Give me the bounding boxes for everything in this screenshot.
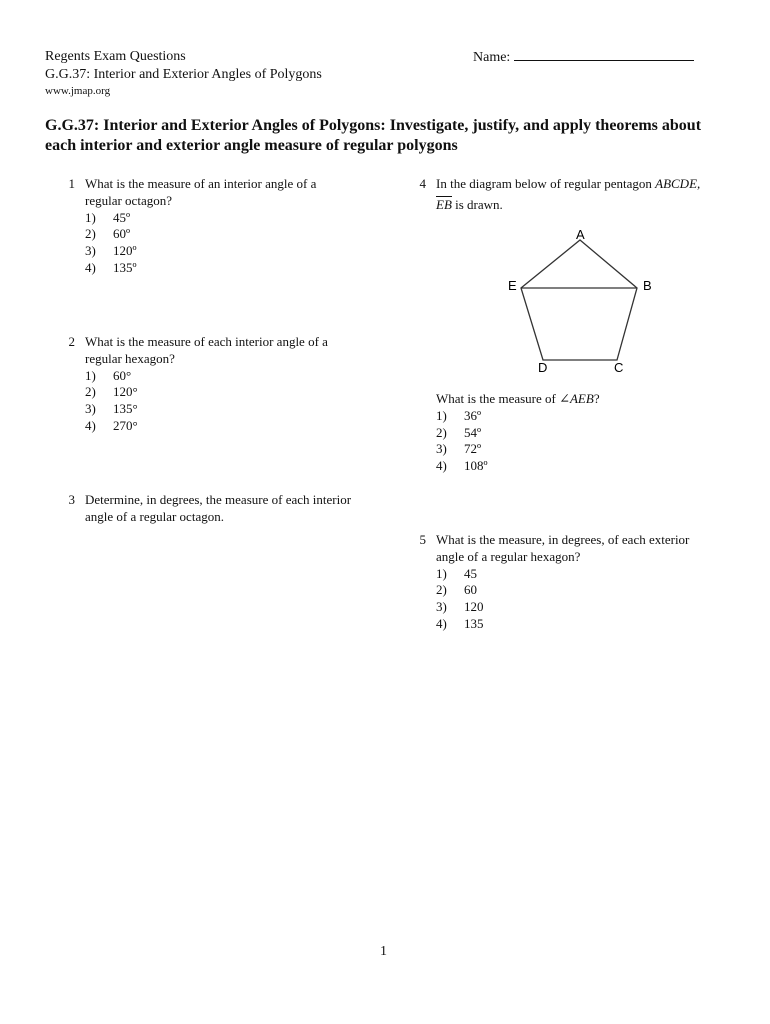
- name-label: Name:: [473, 50, 511, 65]
- question-text: regular hexagon?: [85, 350, 175, 366]
- question-number: 3: [68, 492, 75, 507]
- vertex-label-e: E: [508, 278, 517, 293]
- question-2: [61, 334, 381, 444]
- answer-choice: 3) 72º: [436, 441, 482, 457]
- answer-choice: 1) 45º: [85, 209, 131, 225]
- header-title: Regents Exam Questions: [45, 49, 186, 64]
- question-1: [61, 176, 381, 286]
- question-number: 5: [419, 532, 426, 547]
- angle-aeb: ∠AEB: [559, 391, 594, 406]
- question-number: 2: [68, 334, 75, 349]
- vertex-label-d: D: [538, 360, 548, 375]
- question-text: What is the measure of each interior angle of a: [85, 334, 328, 349]
- question-text: angle of a regular octagon.: [85, 508, 224, 524]
- header-url: www.jmap.org: [45, 85, 111, 97]
- question-number: 1: [68, 176, 75, 191]
- question-text: regular octagon?: [85, 192, 172, 208]
- question-text: What is the measure of an interior angle of a: [85, 176, 317, 191]
- vertex-label-a: A: [576, 227, 585, 242]
- answer-choice: 4) 108º: [436, 458, 488, 474]
- answer-choice: 3) 120: [436, 599, 484, 615]
- question-text: What is the measure of ∠AEB?: [436, 391, 600, 406]
- answer-choice: 2) 54º: [436, 424, 482, 440]
- answer-choice: 1) 45: [436, 565, 477, 581]
- question-text: In the diagram below of regular pentagon ABCDE,: [436, 176, 701, 191]
- answer-choice: 1) 36º: [436, 407, 482, 423]
- question-number: 4: [419, 176, 426, 191]
- answer-choice: 4) 135: [436, 615, 484, 631]
- answer-choice: 2) 60º: [85, 226, 131, 242]
- answer-choice: 2) 120°: [85, 384, 138, 400]
- question-text: Determine, in degrees, the measure of each interior: [85, 492, 352, 507]
- header-topic: G.G.37: Interior and Exterior Angles of Polygons: [45, 67, 322, 82]
- question-text: angle of a regular hexagon?: [436, 548, 581, 564]
- name-field[interactable]: [473, 48, 694, 66]
- question-text: What is the measure, in degrees, of each exterior: [436, 532, 690, 547]
- pentagon-diagram: [500, 226, 670, 376]
- answer-choice: 2) 60: [436, 582, 477, 598]
- segment-eb: EB: [436, 196, 452, 212]
- answer-choice: 1) 60°: [85, 367, 132, 383]
- question-text: EB is drawn.: [436, 196, 503, 212]
- answer-choice: 3) 120º: [85, 243, 137, 259]
- answer-choice: 4) 135º: [85, 259, 137, 275]
- page-number: 1: [380, 944, 387, 959]
- question-3: [61, 492, 391, 532]
- page-title-line1: G.G.37: Interior and Exterior Angles of Polygons: Investigate, justify, and apply theorems about: [45, 117, 702, 134]
- answer-choice: 3) 135°: [85, 401, 138, 417]
- page-title-line2: each interior and exterior angle measure of regular polygons: [45, 137, 458, 154]
- question-4-prompt: [436, 391, 736, 481]
- vertex-label-c: C: [614, 360, 624, 375]
- name-line: [514, 48, 694, 61]
- question-5: [412, 532, 732, 642]
- pentagon-abcde: [521, 240, 637, 360]
- vertex-label-b: B: [643, 278, 652, 293]
- answer-choice: 4) 270°: [85, 417, 138, 433]
